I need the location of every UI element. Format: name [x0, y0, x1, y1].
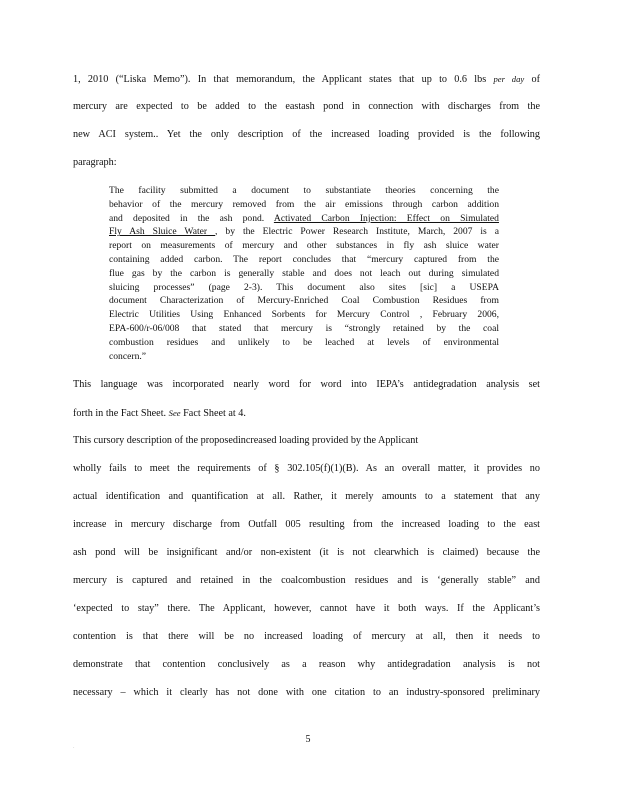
italic-per-day: per day: [493, 74, 525, 84]
quote-line-6: containing added carbon. The report concludes that “mercury captured from the: [109, 253, 499, 265]
quote-line-10: Electric Utilities Using Enhanced Sorbents for Mercury Control , February 2006,: [109, 309, 499, 321]
body-line-10: increase in mercury discharge from Outfall 005 resulting from the increased loading to the east: [73, 519, 540, 530]
body-line-1: 1, 2010 (“Liska Memo”). In that memorandum, the Applicant states that up to 0.6 lbs per day of: [73, 74, 540, 85]
quote-line-13: concern.”: [109, 350, 147, 362]
quote-line-11: EPA-600/r-06/008 that stated that mercury is “strongly retained by the coal: [109, 322, 499, 334]
quote-line-8: sluicing processes” (page 2-3). This document also sites [sic] a USEPA: [109, 281, 499, 293]
report-title-part-2: Fly Ash Sluice Water: [109, 226, 216, 238]
quote-line-5: report on measurements of mercury and other substances in fly ash sluice water: [109, 240, 499, 252]
body-line-15: demonstrate that contention conclusively as a reason why antidegradation analysis is not: [73, 659, 540, 670]
body-line-12: mercury is captured and retained in the coalcombustion residues and is ‘generally stable” and: [73, 575, 540, 586]
quote-line-7: flue gas by the carbon is generally stable and does not leach out during simulated: [109, 267, 499, 279]
body-line-14: contention is that there will be no increased loading of mercury at all, then it needs to: [73, 631, 540, 642]
quote-line-12: combustion residues and unlikely to be leached at levels of environmental: [109, 336, 499, 348]
quote-line-3: and deposited in the ash pond. Activated Carbon Injection: Effect on Simulated: [109, 212, 499, 224]
body-line-16: necessary – which it clearly has not done with one citation to an industry-sponsored preliminary: [73, 687, 540, 698]
body-line-3: new ACI system.. Yet the only description of the increased loading provided is the following: [73, 129, 540, 140]
body-line-8: wholly fails to meet the requirements of § 302.105(f)(1)(B). As an overall matter, it provides no: [73, 463, 540, 474]
body-line-5: This language was incorporated nearly word for word into IEPA’s antidegradation analysis set: [73, 379, 540, 390]
italic-see: See: [168, 408, 181, 418]
quote-line-2: behavior of the mercury removed from the air emissions through carbon addition: [109, 198, 499, 210]
body-line-4: paragraph:: [73, 157, 117, 168]
block-quote: [109, 184, 499, 363]
footer-mark: .: [73, 744, 75, 750]
page-number: 5: [305, 734, 311, 745]
quote-line-4: Fly Ash Sluice Water , by the Electric Power Research Institute, March, 2007 is a: [109, 226, 499, 238]
report-title-part-1: Activated Carbon Injection: Effect on Simulated: [273, 212, 499, 224]
body-line-6: forth in the Fact Sheet. See Fact Sheet at 4.: [73, 408, 246, 419]
quote-line-9: document Characterization of Mercury-Enriched Coal Combustion Residues from: [109, 295, 499, 307]
body-line-13: ‘expected to stay” there. The Applicant, however, cannot have it both ways. If the Applicant’s: [73, 603, 540, 614]
body-line-7: This cursory description of the proposedincreased loading provided by the Applicant: [73, 435, 419, 446]
quote-line-1: The facility submitted a document to substantiate theories concerning the: [109, 185, 499, 196]
body-line-2: mercury are expected to be added to the eastash pond in connection with discharges from the: [73, 101, 540, 112]
body-line-9: actual identification and quantification at all. Rather, it merely amounts to a statement that any: [73, 491, 540, 502]
body-line-11: ash pond will be insignificant and/or non-existent (it is not clearwhich is claimed) because the: [73, 547, 540, 558]
